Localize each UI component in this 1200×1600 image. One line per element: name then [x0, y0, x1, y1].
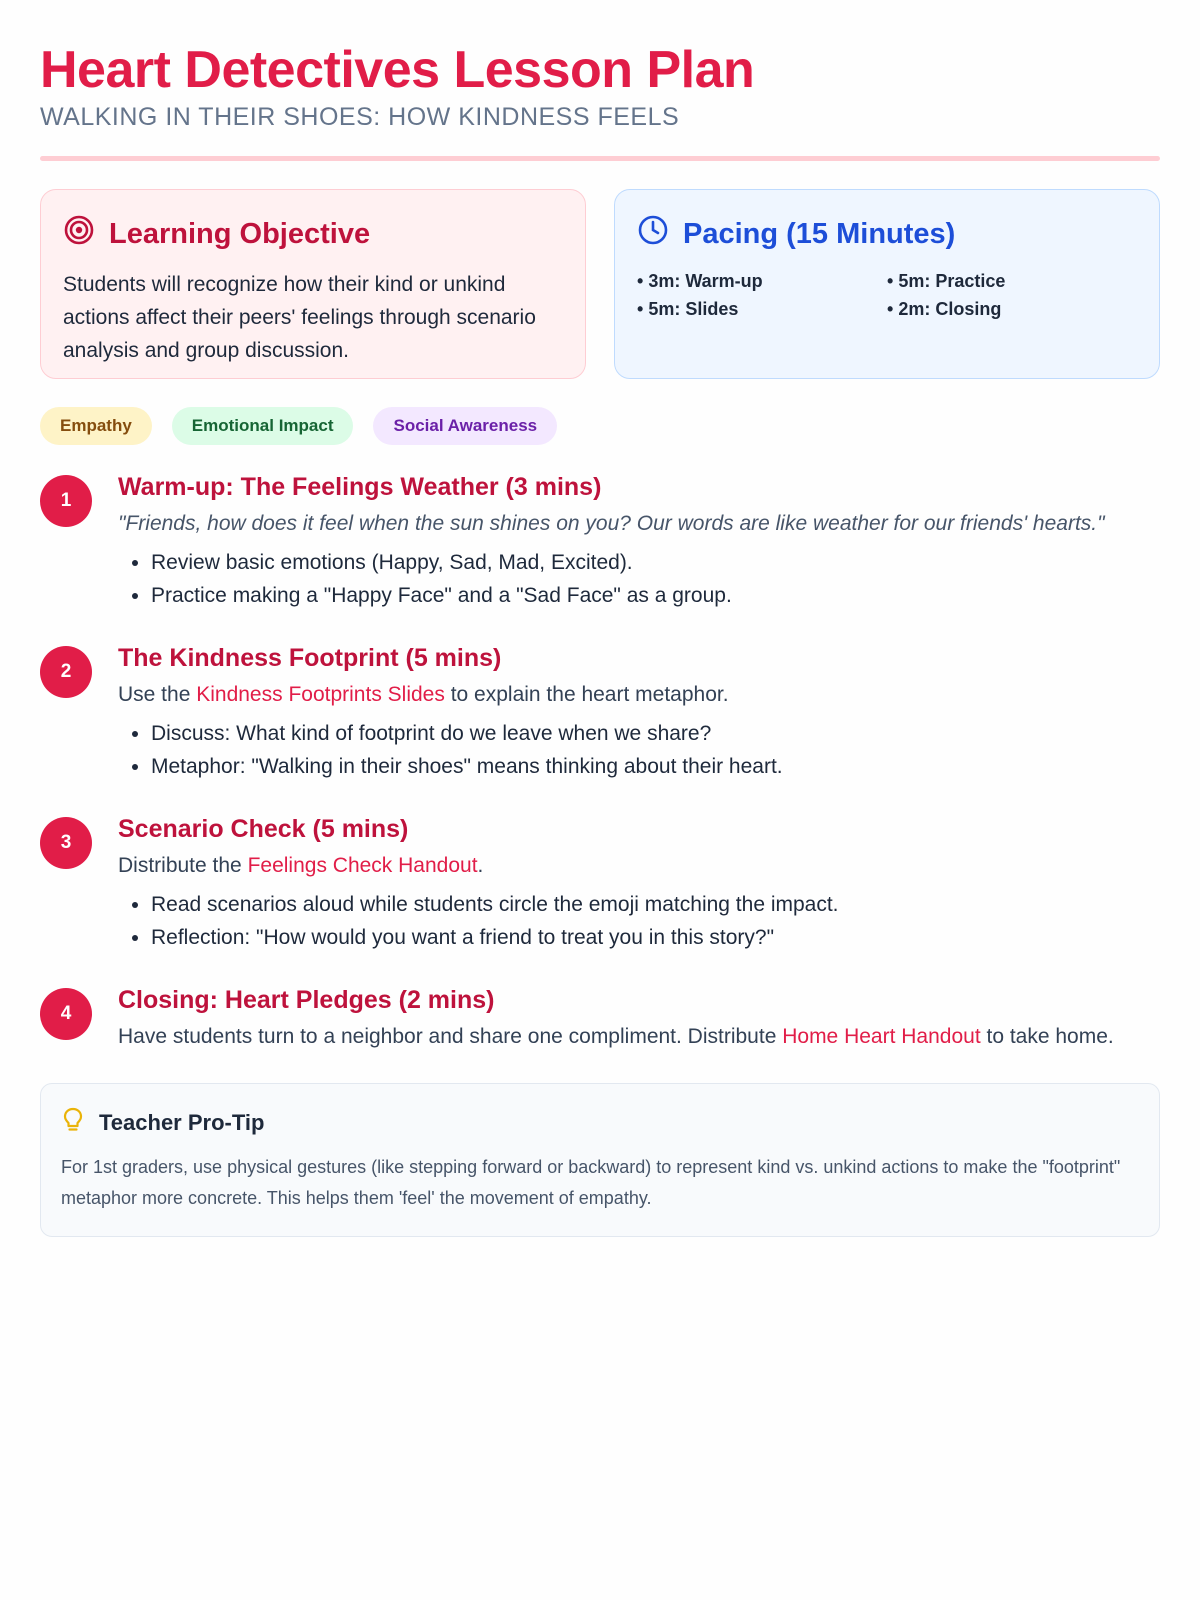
step-bullets — [118, 546, 1160, 612]
pacing-list — [637, 268, 1137, 322]
header-divider — [40, 156, 1160, 161]
step-title: The Kindness Footprint (5 mins) — [118, 644, 502, 672]
step-number: 3 — [40, 817, 92, 869]
step-description — [118, 678, 1160, 711]
feelings-check-handout-link[interactable]: Feelings Check Handout — [247, 854, 478, 877]
lesson-step-1 — [40, 471, 1160, 612]
step-text-after: to take home. — [980, 1025, 1114, 1048]
step-number: 1 — [40, 475, 92, 527]
step-text-after: . — [477, 854, 484, 877]
list-item: • Discuss: What kind of footprint do we leave when we share? — [151, 717, 1160, 750]
teacher-tip-text: For 1st graders, use physical gestures (like stepping forward or backward) to represent kind vs. unkind actions to make the "footprint" metaphor more concrete. This helps them 'feel' the movement of empathy. — [61, 1157, 1121, 1208]
step-content — [118, 813, 1160, 954]
clock-icon — [637, 214, 669, 254]
step-description — [118, 1020, 1160, 1053]
step-description — [118, 849, 1160, 882]
list-item: • Read scenarios aloud while students circle the emoji matching the impact. — [151, 888, 1160, 921]
step-text-before: Have students turn to a neighbor and share one compliment. Distribute — [118, 1025, 783, 1048]
teacher-tip-box — [40, 1083, 1160, 1237]
step-number: 2 — [40, 646, 92, 698]
target-icon — [63, 214, 95, 254]
step-title: Scenario Check (5 mins) — [118, 815, 409, 843]
lesson-steps — [40, 471, 1160, 1053]
list-item: • Review basic emotions (Happy, Sad, Mad, Excited). — [151, 546, 1160, 579]
learning-objective-heading: Learning Objective — [109, 217, 371, 250]
learning-objective-header — [63, 214, 563, 254]
lightbulb-icon — [61, 1106, 85, 1140]
page-header — [40, 40, 1160, 161]
lesson-step-3 — [40, 813, 1160, 954]
learning-objective-card — [40, 189, 586, 379]
step-quote: "Friends, how does it feel when the sun shines on you? Our words are like weather for our friends' hearts." — [118, 512, 1105, 535]
lesson-step-2 — [40, 642, 1160, 783]
topic-tags — [40, 407, 1160, 445]
step-bullets — [118, 888, 1160, 954]
lesson-step-4 — [40, 984, 1160, 1053]
step-title: Closing: Heart Pledges (2 mins) — [118, 986, 495, 1014]
tag-emotional-impact: Emotional Impact — [172, 407, 354, 445]
step-text-before: Distribute the — [118, 854, 248, 877]
tag-social-awareness: Social Awareness — [373, 407, 557, 445]
pacing-item: • 3m: Warm-up — [637, 268, 887, 294]
home-heart-handout-link[interactable]: Home Heart Handout — [782, 1025, 981, 1048]
tag-empathy: Empathy — [40, 407, 152, 445]
pacing-heading: Pacing (15 Minutes) — [683, 217, 956, 250]
step-text-after: to explain the heart metaphor. — [444, 683, 729, 706]
pacing-card — [614, 189, 1160, 379]
step-text-before: Use the — [118, 683, 197, 706]
list-item: • Metaphor: "Walking in their shoes" means thinking about their heart. — [151, 750, 1160, 783]
learning-objective-text: Students will recognize how their kind or unkind actions affect their peers' feelings through scenario analysis and group discussion. — [63, 273, 536, 362]
list-item: • Practice making a "Happy Face" and a "Sad Face" as a group. — [151, 579, 1160, 612]
pacing-item: • 5m: Practice — [887, 268, 1137, 294]
teacher-tip-header — [61, 1106, 1139, 1140]
summary-cards — [40, 189, 1160, 379]
pacing-item: • 5m: Slides — [637, 296, 887, 322]
step-content — [118, 471, 1160, 612]
page-subtitle: WALKING IN THEIR SHOES: HOW KINDNESS FEELS — [40, 103, 680, 131]
step-number: 4 — [40, 988, 92, 1040]
kindness-footprints-slides-link[interactable]: Kindness Footprints Slides — [196, 683, 445, 706]
pacing-header — [637, 214, 1137, 254]
teacher-tip-heading: Teacher Pro-Tip — [99, 1110, 265, 1135]
step-content — [118, 984, 1160, 1053]
step-bullets — [118, 717, 1160, 783]
list-item: • Reflection: "How would you want a friend to treat you in this story?" — [151, 921, 1160, 954]
pacing-item: • 2m: Closing — [887, 296, 1137, 322]
step-content — [118, 642, 1160, 783]
step-title: Warm-up: The Feelings Weather (3 mins) — [118, 473, 602, 501]
page-title: Heart Detectives Lesson Plan — [40, 41, 755, 99]
